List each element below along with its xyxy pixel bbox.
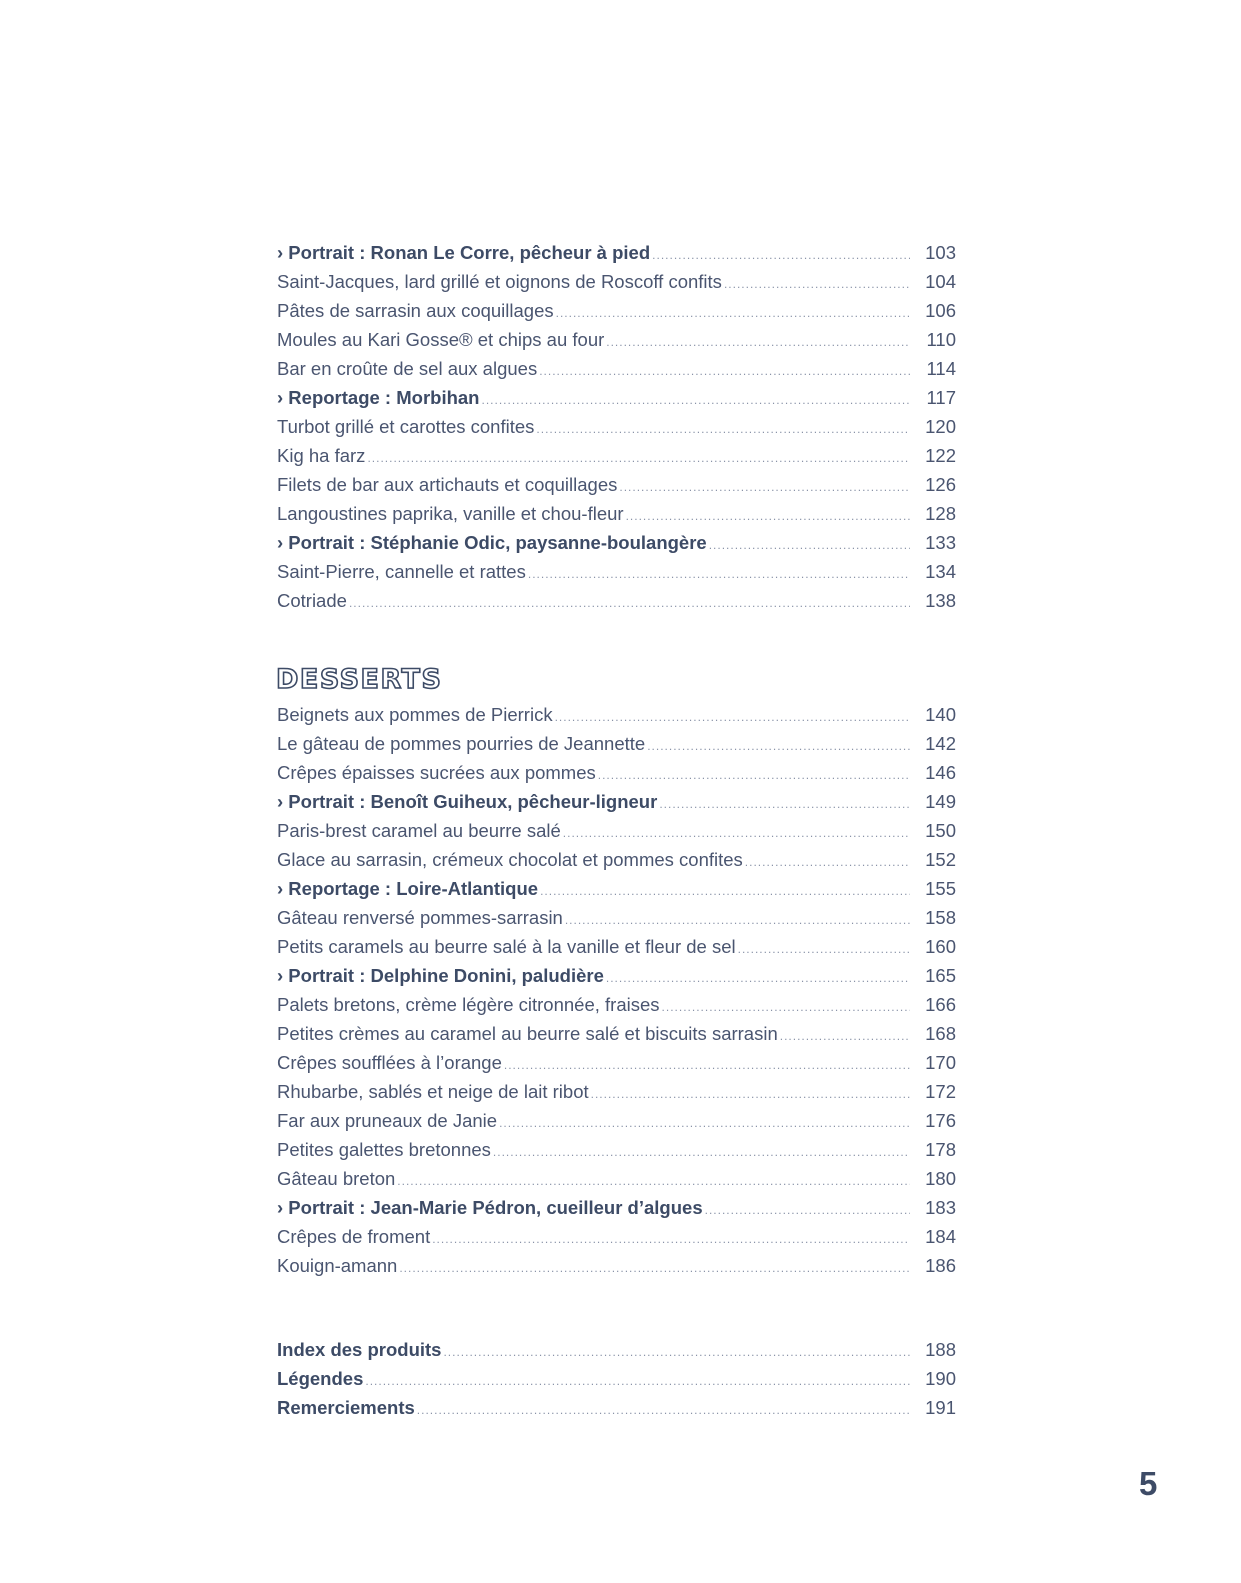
toc-list-main-courses	[277, 238, 956, 615]
dot-leader	[367, 444, 910, 473]
dot-leader	[397, 1167, 910, 1196]
toc-entry-title: Index des produits	[277, 1339, 442, 1360]
toc-entry-page-number: 166	[925, 994, 956, 1015]
toc-entry[interactable]	[277, 441, 956, 470]
toc-entry[interactable]	[277, 528, 956, 557]
toc-entry[interactable]	[277, 758, 956, 787]
dot-leader	[738, 935, 910, 964]
toc-entry-page-number: 140	[925, 704, 956, 725]
dot-leader	[536, 415, 910, 444]
toc-entry-title: Gâteau renversé pommes-sarrasin	[277, 907, 563, 928]
dot-leader	[745, 848, 910, 877]
toc-entry-title: Légendes	[277, 1368, 364, 1389]
toc-entry-title: Kouign-amann	[277, 1255, 398, 1276]
toc-entry-page-number: 155	[925, 878, 956, 899]
toc-entry[interactable]	[277, 1048, 956, 1077]
toc-entry-page-number: 122	[925, 445, 956, 466]
dot-leader	[626, 502, 910, 531]
toc-entry[interactable]	[277, 700, 956, 729]
toc-entry[interactable]	[277, 961, 956, 990]
toc-entry-page-number: 149	[925, 791, 956, 812]
toc-entry-title: Remerciements	[277, 1397, 415, 1418]
toc-entry-page-number: 178	[925, 1139, 956, 1160]
toc-entry-title: Filets de bar aux artichauts et coquillages	[277, 474, 618, 495]
toc-entry-page-number: 172	[925, 1081, 956, 1102]
toc-entry-page-number: 170	[925, 1052, 956, 1073]
toc-entry-title: › Reportage : Loire-Atlantique	[277, 878, 539, 899]
toc-entry-page-number: 158	[925, 907, 956, 928]
toc-entry-page-number: 117	[926, 387, 956, 408]
toc-entry-title: Petits caramels au beurre salé à la vanille et fleur de sel	[277, 936, 736, 957]
toc-entry-title: Bar en croûte de sel aux algues	[277, 358, 538, 379]
toc-entry[interactable]	[277, 1393, 956, 1422]
toc-entry[interactable]	[277, 1251, 956, 1280]
toc-entry[interactable]	[277, 1135, 956, 1164]
toc-entry-page-number: 126	[925, 474, 956, 495]
toc-entry[interactable]	[277, 874, 956, 903]
toc-entry-title: Turbot grillé et carottes confites	[277, 416, 535, 437]
toc-entry-page-number: 186	[925, 1255, 956, 1276]
toc-entry-page-number: 180	[925, 1168, 956, 1189]
dot-leader	[652, 241, 910, 270]
toc-entry[interactable]	[277, 499, 956, 528]
dot-leader	[606, 964, 910, 993]
dot-leader	[504, 1051, 910, 1080]
toc-entry-page-number: 160	[925, 936, 956, 957]
toc-entry-title: › Reportage : Morbihan	[277, 387, 480, 408]
toc-entry[interactable]	[277, 325, 956, 354]
toc-entry-title: Gâteau breton	[277, 1168, 396, 1189]
toc-entry-page-number: 168	[925, 1023, 956, 1044]
toc-entry-page-number: 106	[925, 300, 956, 321]
toc-entry-page-number: 190	[925, 1368, 956, 1389]
toc-entry[interactable]	[277, 383, 956, 412]
toc-entry[interactable]	[277, 354, 956, 383]
dot-leader	[619, 473, 910, 502]
toc-entry-page-number: 120	[925, 416, 956, 437]
toc-entry-title: › Portrait : Stéphanie Odic, paysanne-boulangère	[277, 532, 707, 553]
toc-entry[interactable]	[277, 1364, 956, 1393]
toc-entry[interactable]	[277, 990, 956, 1019]
toc-entry-title: Crêpes de froment	[277, 1226, 431, 1247]
dot-leader	[565, 906, 910, 935]
dot-leader	[780, 1022, 910, 1051]
toc-entry-title: Paris-brest caramel au beurre salé	[277, 820, 561, 841]
toc-entry[interactable]	[277, 238, 956, 267]
dot-leader	[528, 560, 910, 589]
toc-entry[interactable]	[277, 932, 956, 961]
toc-entry[interactable]	[277, 816, 956, 845]
toc-entry-title: Langoustines paprika, vanille et chou-fleur	[277, 503, 624, 524]
toc-entry-page-number: 134	[925, 561, 956, 582]
toc-entry-title: Beignets aux pommes de Pierrick	[277, 704, 553, 725]
toc-entry[interactable]	[277, 1077, 956, 1106]
toc-list-appendix	[277, 1335, 956, 1422]
toc-entry-title: Saint-Pierre, cannelle et rattes	[277, 561, 526, 582]
toc-entry-title: Palets bretons, crème légère citronnée, fraises	[277, 994, 660, 1015]
toc-entry[interactable]	[277, 787, 956, 816]
dot-leader	[499, 1109, 910, 1138]
dot-leader	[606, 328, 910, 357]
toc-entry[interactable]	[277, 296, 956, 325]
toc-entry-page-number: 103	[925, 242, 956, 263]
toc-entry-page-number: 176	[925, 1110, 956, 1131]
toc-entry[interactable]	[277, 903, 956, 932]
dot-leader	[443, 1338, 910, 1367]
toc-entry-page-number: 133	[925, 532, 956, 553]
toc-entry-page-number: 150	[925, 820, 956, 841]
dot-leader	[591, 1080, 910, 1109]
dot-leader	[399, 1254, 910, 1283]
dot-leader	[349, 589, 910, 618]
dot-leader	[556, 299, 910, 328]
toc-entry-page-number: 165	[925, 965, 956, 986]
dot-leader	[540, 877, 910, 906]
toc-entry-title: Glace au sarrasin, crémeux chocolat et pommes confites	[277, 849, 743, 870]
toc-entry-page-number: 110	[926, 329, 956, 350]
toc-entry-page-number: 183	[925, 1197, 956, 1218]
toc-entry-title: Crêpes épaisses sucrées aux pommes	[277, 762, 596, 783]
toc-entry-title: Pâtes de sarrasin aux coquillages	[277, 300, 554, 321]
dot-leader	[662, 993, 910, 1022]
toc-entry-title: Petites galettes bretonnes	[277, 1139, 491, 1160]
dot-leader	[724, 270, 910, 299]
page-number: 5	[1139, 1465, 1158, 1502]
dot-leader	[481, 386, 910, 415]
dot-leader	[365, 1367, 910, 1396]
toc-entry[interactable]	[277, 1335, 956, 1364]
toc-entry-title: Le gâteau de pommes pourries de Jeannette	[277, 733, 646, 754]
dot-leader	[705, 1196, 910, 1225]
toc-entry-title: › Portrait : Ronan Le Corre, pêcheur à pied	[277, 242, 651, 263]
dot-leader	[555, 703, 910, 732]
toc-entry[interactable]	[277, 586, 956, 615]
dot-leader	[647, 732, 910, 761]
dot-leader	[493, 1138, 910, 1167]
dot-leader	[432, 1225, 910, 1254]
toc-entry-title: Moules au Kari Gosse® et chips au four	[277, 329, 605, 350]
toc-entry-title: Petites crèmes au caramel au beurre salé et biscuits sarrasin	[277, 1023, 778, 1044]
dot-leader	[417, 1396, 910, 1425]
toc-entry-page-number: 138	[925, 590, 956, 611]
toc-entry[interactable]	[277, 470, 956, 499]
toc-entry[interactable]	[277, 845, 956, 874]
toc-entry[interactable]	[277, 1019, 956, 1048]
dot-leader	[598, 761, 910, 790]
toc-entry-title: › Portrait : Jean-Marie Pédron, cueilleur d’algues	[277, 1197, 703, 1218]
toc-entry[interactable]	[277, 267, 956, 296]
toc-entry-page-number: 142	[925, 733, 956, 754]
dot-leader	[563, 819, 910, 848]
toc-entry-page-number: 114	[926, 358, 956, 379]
toc-entry-page-number: 152	[925, 849, 956, 870]
toc-entry-page-number: 146	[925, 762, 956, 783]
section-title-desserts: DESSERTS	[276, 664, 443, 695]
toc-entry-page-number: 191	[925, 1397, 956, 1418]
toc-list-desserts	[277, 700, 956, 1280]
toc-entry[interactable]	[277, 1164, 956, 1193]
toc-entry[interactable]	[277, 1106, 956, 1135]
toc-entry-page-number: 188	[925, 1339, 956, 1360]
toc-entry-page-number: 104	[925, 271, 956, 292]
dot-leader	[659, 790, 910, 819]
toc-entry-title: Kig ha farz	[277, 445, 366, 466]
toc-entry-title: Cotriade	[277, 590, 347, 611]
toc-entry[interactable]	[277, 1222, 956, 1251]
toc-entry[interactable]	[277, 1193, 956, 1222]
toc-entry-page-number: 184	[925, 1226, 956, 1247]
toc-entry[interactable]	[277, 412, 956, 441]
toc-entry-title: › Portrait : Benoît Guiheux, pêcheur-ligneur	[277, 791, 658, 812]
toc-entry-title: Crêpes soufflées à l’orange	[277, 1052, 502, 1073]
toc-entry[interactable]	[277, 557, 956, 586]
toc-entry-title: › Portrait : Delphine Donini, paludière	[277, 965, 604, 986]
toc-entry[interactable]	[277, 729, 956, 758]
dot-leader	[539, 357, 910, 386]
dot-leader	[709, 531, 910, 560]
toc-entry-title: Far aux pruneaux de Janie	[277, 1110, 498, 1131]
toc-entry-title: Saint-Jacques, lard grillé et oignons de Roscoff confits	[277, 271, 722, 292]
toc-entry-title: Rhubarbe, sablés et neige de lait ribot	[277, 1081, 589, 1102]
toc-entry-page-number: 128	[925, 503, 956, 524]
